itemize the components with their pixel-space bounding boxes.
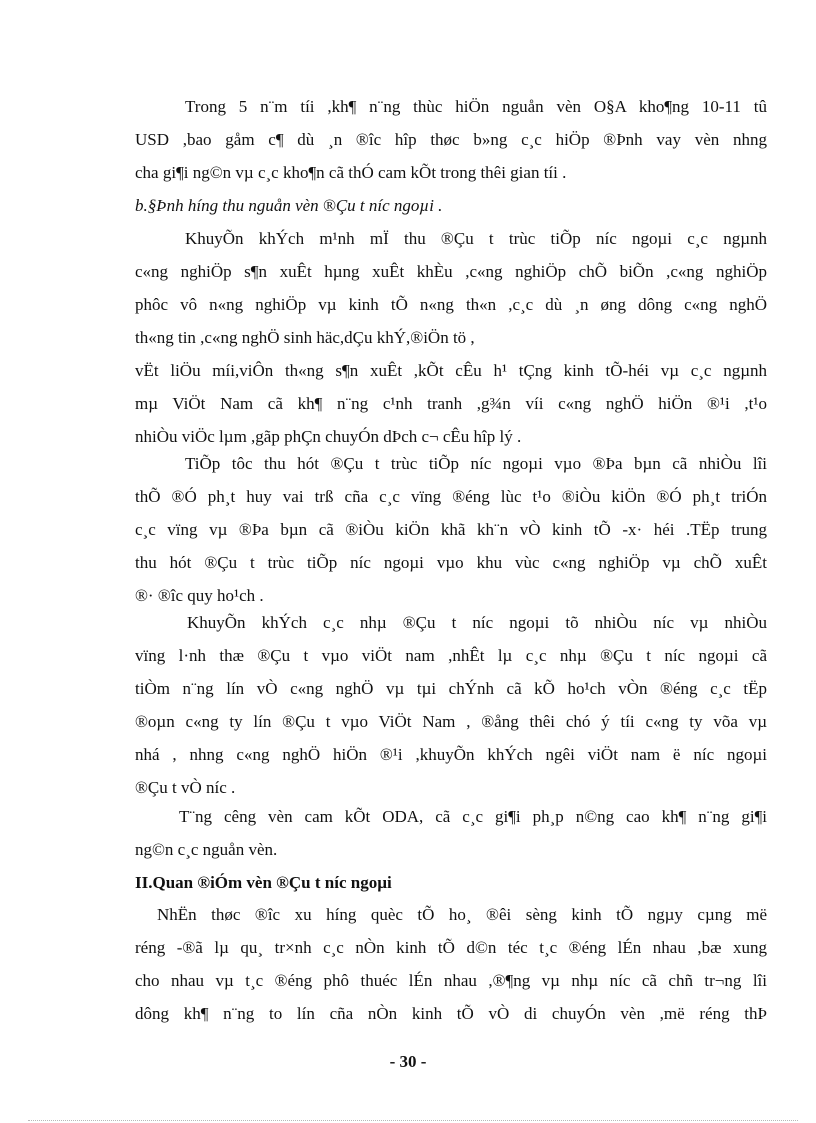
- text-line: c«ng nghiÖp s¶n xuÊt hµng xuÊt khÈu ,c«ng nghiÖp chÕ biÕn ,c«ng nghiÖp: [135, 262, 767, 281]
- text-line: Trong 5 n¨m tíi ,kh¶ n¨ng thùc hiÖn nguån vèn O§A kho¶ng 10-11 tû: [185, 97, 767, 116]
- text-line: réng -®ã lµ qu¸ tr×nh c¸c nÒn kinh tÕ d©n téc t¸c ®éng lÉn nhau ,bæ xung: [135, 938, 767, 957]
- text-line: ng©n c¸c nguån vèn.: [135, 840, 278, 859]
- text-line: mµ ViÖt Nam cã kh¶ n¨ng c¹nh tranh ,g¾n víi c«ng nghÖ hiÖn ®¹i ,t¹o: [135, 394, 767, 413]
- subsection-title: b.§Þnh híng thu nguån vèn ®Çu t níc ngoµi .: [135, 196, 443, 215]
- section-heading-ii: [135, 866, 767, 899]
- text-line: T¨ng cêng vèn cam kÕt ODA, cã c¸c gi¶i ph¸p n©ng cao kh¶ n¨ng gi¶i: [179, 807, 767, 826]
- paragraph-encourage-fdi: [135, 222, 767, 453]
- paragraph-oda-forecast: [135, 90, 767, 189]
- text-line: cho nhau vµ t¸c ®éng phô thuéc lÉn nhau ,®¶ng vµ nhµ níc cã chñ tr¬ng lîi: [135, 971, 767, 990]
- page-number: - 30 -: [389, 1052, 427, 1071]
- section-title: II.Quan ®iÓm vèn ®Çu t níc ngoµi: [135, 873, 392, 892]
- text-line: ®Çu t vÒ níc .: [135, 778, 236, 797]
- text-line: thu hót ®Çu t trùc tiÕp níc ngoµi vµo khu vùc c«ng nghiÖp vµ chÕ xuÊt: [135, 553, 767, 572]
- text-line: KhuyÕn khÝch c¸c nhµ ®Çu t níc ngoµi tõ nhiÒu níc vµ nhiÒu: [187, 613, 767, 632]
- text-line: thÕ ®Ó ph¸t huy vai trß cña c¸c vïng ®éng lùc t¹o ®iÒu kiÖn ®Ó ph¸t triÓn: [135, 487, 767, 506]
- text-line: KhuyÕn khÝch m¹nh mÏ thu ®Çu t trùc tiÕp níc ngoµi c¸c ngµnh: [185, 229, 767, 248]
- paragraph-globalization: [135, 898, 767, 1030]
- text-line: cha gi¶i ng©n vµ c¸c kho¶n cã thÓ cam kÕt trong thêi gian tíi .: [135, 163, 567, 182]
- text-line: dông kh¶ n¨ng to lín cña nÒn kinh tÕ vÒ di chuyÓn vèn ,më réng thÞ: [135, 1004, 767, 1023]
- paragraph-oda-commitment: [135, 800, 767, 866]
- text-line: tiÒm n¨ng lín vÒ c«ng nghÖ vµ tµi chÝnh cã kÕ ho¹ch vÒn ®éng c¸c tËp: [135, 679, 767, 698]
- section-heading-b: [135, 189, 767, 222]
- text-line: nhiÒu viÖc lµm ,gãp phÇn chuyÓn dÞch c¬ cÊu hîp lý .: [135, 427, 522, 446]
- text-line: th«ng tin ,c«ng nghÖ sinh häc,dÇu khÝ,®iÖn tö ,: [135, 328, 475, 347]
- paragraph-encourage-investors: [135, 606, 767, 804]
- paragraph-attract-regions: [135, 447, 767, 612]
- text-line: ®oµn c«ng ty lín ®Çu t vµo ViÖt Nam , ®ång thêi chó ý tíi c«ng ty võa vµ: [135, 712, 767, 731]
- text-line: USD ,bao gåm c¶ dù ¸n ®îc hîp thøc b»ng c¸c hiÖp ®Þnh vay vèn nhng: [135, 130, 767, 149]
- text-line: vïng l·nh thæ ®Çu t vµo viÖt nam ,nhÊt lµ c¸c nhµ ®Çu t níc ngoµi cã: [135, 646, 767, 665]
- text-line: ®· ®îc quy ho¹ch .: [135, 586, 264, 605]
- text-line: vËt liÖu míi,viÔn th«ng s¶n xuÊt ,kÕt cÊu h¹ tÇng kinh tÕ-héi vµ c¸c ngµnh: [135, 361, 767, 380]
- text-line: nhá , nhng c«ng nghÖ hiÖn ®¹i ,khuyÕn khÝch ngêi viÖt nam ë níc ngoµi: [135, 745, 767, 764]
- text-line: NhËn thøc ®îc xu híng quèc tÕ ho¸ ®êi sèng kinh tÕ ngµy cµng më: [157, 905, 767, 924]
- text-line: c¸c vïng vµ ®Þa bµn cã ®iÒu kiÖn khã kh¨n vÒ kinh tÕ -x· héi .TËp trung: [135, 520, 767, 539]
- text-line: phôc vô n«ng nghiÖp vµ kinh tÕ n«ng th«n ,c¸c dù ¸n øng dông c«ng nghÖ: [135, 295, 767, 314]
- page-bottom-divider: [28, 1120, 798, 1121]
- text-line: TiÕp tôc thu hót ®Çu t trùc tiÕp níc ngoµi vµo ®Þa bµn cã nhiÒu lîi: [185, 454, 767, 473]
